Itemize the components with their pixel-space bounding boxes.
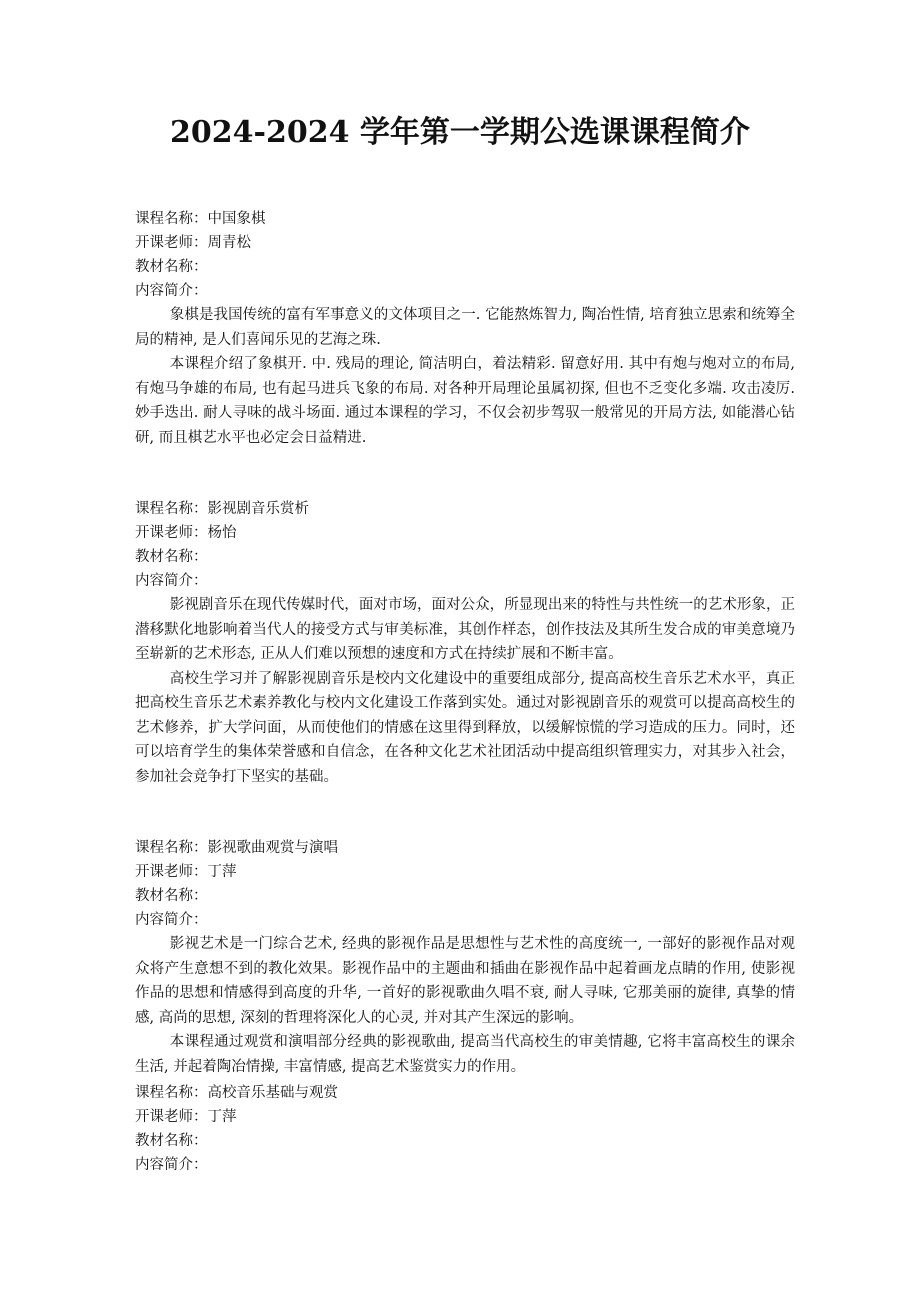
course-name: 课程名称：影视歌曲观赏与演唱: [135, 840, 338, 856]
course-intro-label: 内容简介：: [135, 912, 208, 928]
course-section-film-music: [135, 497, 795, 789]
course-intro-label: 内容简介：: [135, 1157, 208, 1173]
course-textbook: 教材名称：: [135, 1133, 208, 1149]
course-textbook: 教材名称：: [135, 259, 208, 275]
course-name: 课程名称：高校音乐基础与观赏: [135, 1085, 338, 1101]
course-intro-paragraph: 本课程介绍了象棋开. 中. 残局的理论, 简洁明白，着法精彩. 留意好用. 其中有炮与炮对立的布局, 有炮马争雄的布局, 也有起马进兵飞象的布局. 对各种开局理论虽属初探, 但也不乏变化多端. 攻击凌厉. 妙手迭出. 耐人寻味的战斗场面. 通过本课程的学习，不仅会初步驾驭一般常见的开局方法, 如能潜心钻研, 而且棋艺水平也必定会日益精进.: [135, 356, 795, 446]
course-section-music-basics: [135, 1081, 795, 1177]
course-teacher: 开课老师：周青松: [135, 235, 251, 251]
course-intro-paragraph: 影视艺术是一门综合艺术, 经典的影视作品是思想性与艺术性的高度统一, 一部好的影视作品对观众将产生意想不到的教化效果。影视作品中的主题曲和插曲在影视作品中起着画龙点睛的作用, 使影视作品的思想和情感得到高度的升华, 一首好的影视歌曲久唱不衰, 耐人寻味, 它那美丽的旋律, 真挚的情感, 高尚的思想, 深刻的哲理将深化人的心灵, 并对其产生深远的影响。: [135, 936, 795, 1026]
course-section-film-songs: [135, 836, 795, 1079]
course-name: 课程名称：影视剧音乐赏析: [135, 501, 309, 517]
course-teacher: 开课老师：丁萍: [135, 864, 237, 880]
course-intro-label: 内容简介：: [135, 573, 208, 589]
course-textbook: 教材名称：: [135, 549, 208, 565]
course-name: 课程名称：中国象棋: [135, 211, 266, 227]
course-textbook: 教材名称：: [135, 888, 208, 904]
course-intro-paragraph: 影视剧音乐在现代传媒时代，面对市场，面对公众，所显现出来的特性与共性统一的艺术形象，正潜移默化地影响着当代人的接受方式与审美标准，其创作样态，创作技法及其所生发合成的审美意境乃至崭新的艺术形态, 正从人们难以预想的速度和方式在持续扩展和不断丰富。: [135, 597, 795, 662]
course-intro-label: 内容简介：: [135, 283, 208, 299]
course-intro-paragraph: 本课程通过观赏和演唱部分经典的影视歌曲, 提高当代高校生的审美情趣, 它将丰富高校生的课余生活, 并起着陶冶情操, 丰富情感, 提高艺术鉴赏实力的作用。: [135, 1034, 795, 1075]
course-section-xiangqi: [135, 207, 795, 450]
course-teacher: 开课老师：丁萍: [135, 1109, 237, 1125]
course-teacher: 开课老师：杨怡: [135, 525, 237, 541]
course-intro-paragraph: 象棋是我国传统的富有军事意义的文体项目之一. 它能熬炼智力, 陶冶性情, 培育独立思索和统筹全局的精神, 是人们喜闻乐见的艺海之珠.: [135, 307, 795, 348]
course-intro-paragraph: 高校生学习并了解影视剧音乐是校内文化建设中的重要组成部分, 提高高校生音乐艺术水平，真正把高校生音乐艺术素养教化与校内文化建设工作落到实处。通过对影视剧音乐的观赏可以提高高校生的艺术修养，扩大学问面，从而使他们的情感在这里得到释放，以缓解惊慌的学习造成的压力。同时，还可以培育学生的集体荣誉感和自信念，在各种文化艺术社团活动中提高组织管理实力，对其步入社会，参加社会竞争打下坚实的基础。: [135, 670, 795, 785]
document-title: 2024-2024 学年第一学期公选课课程简介: [170, 115, 750, 150]
